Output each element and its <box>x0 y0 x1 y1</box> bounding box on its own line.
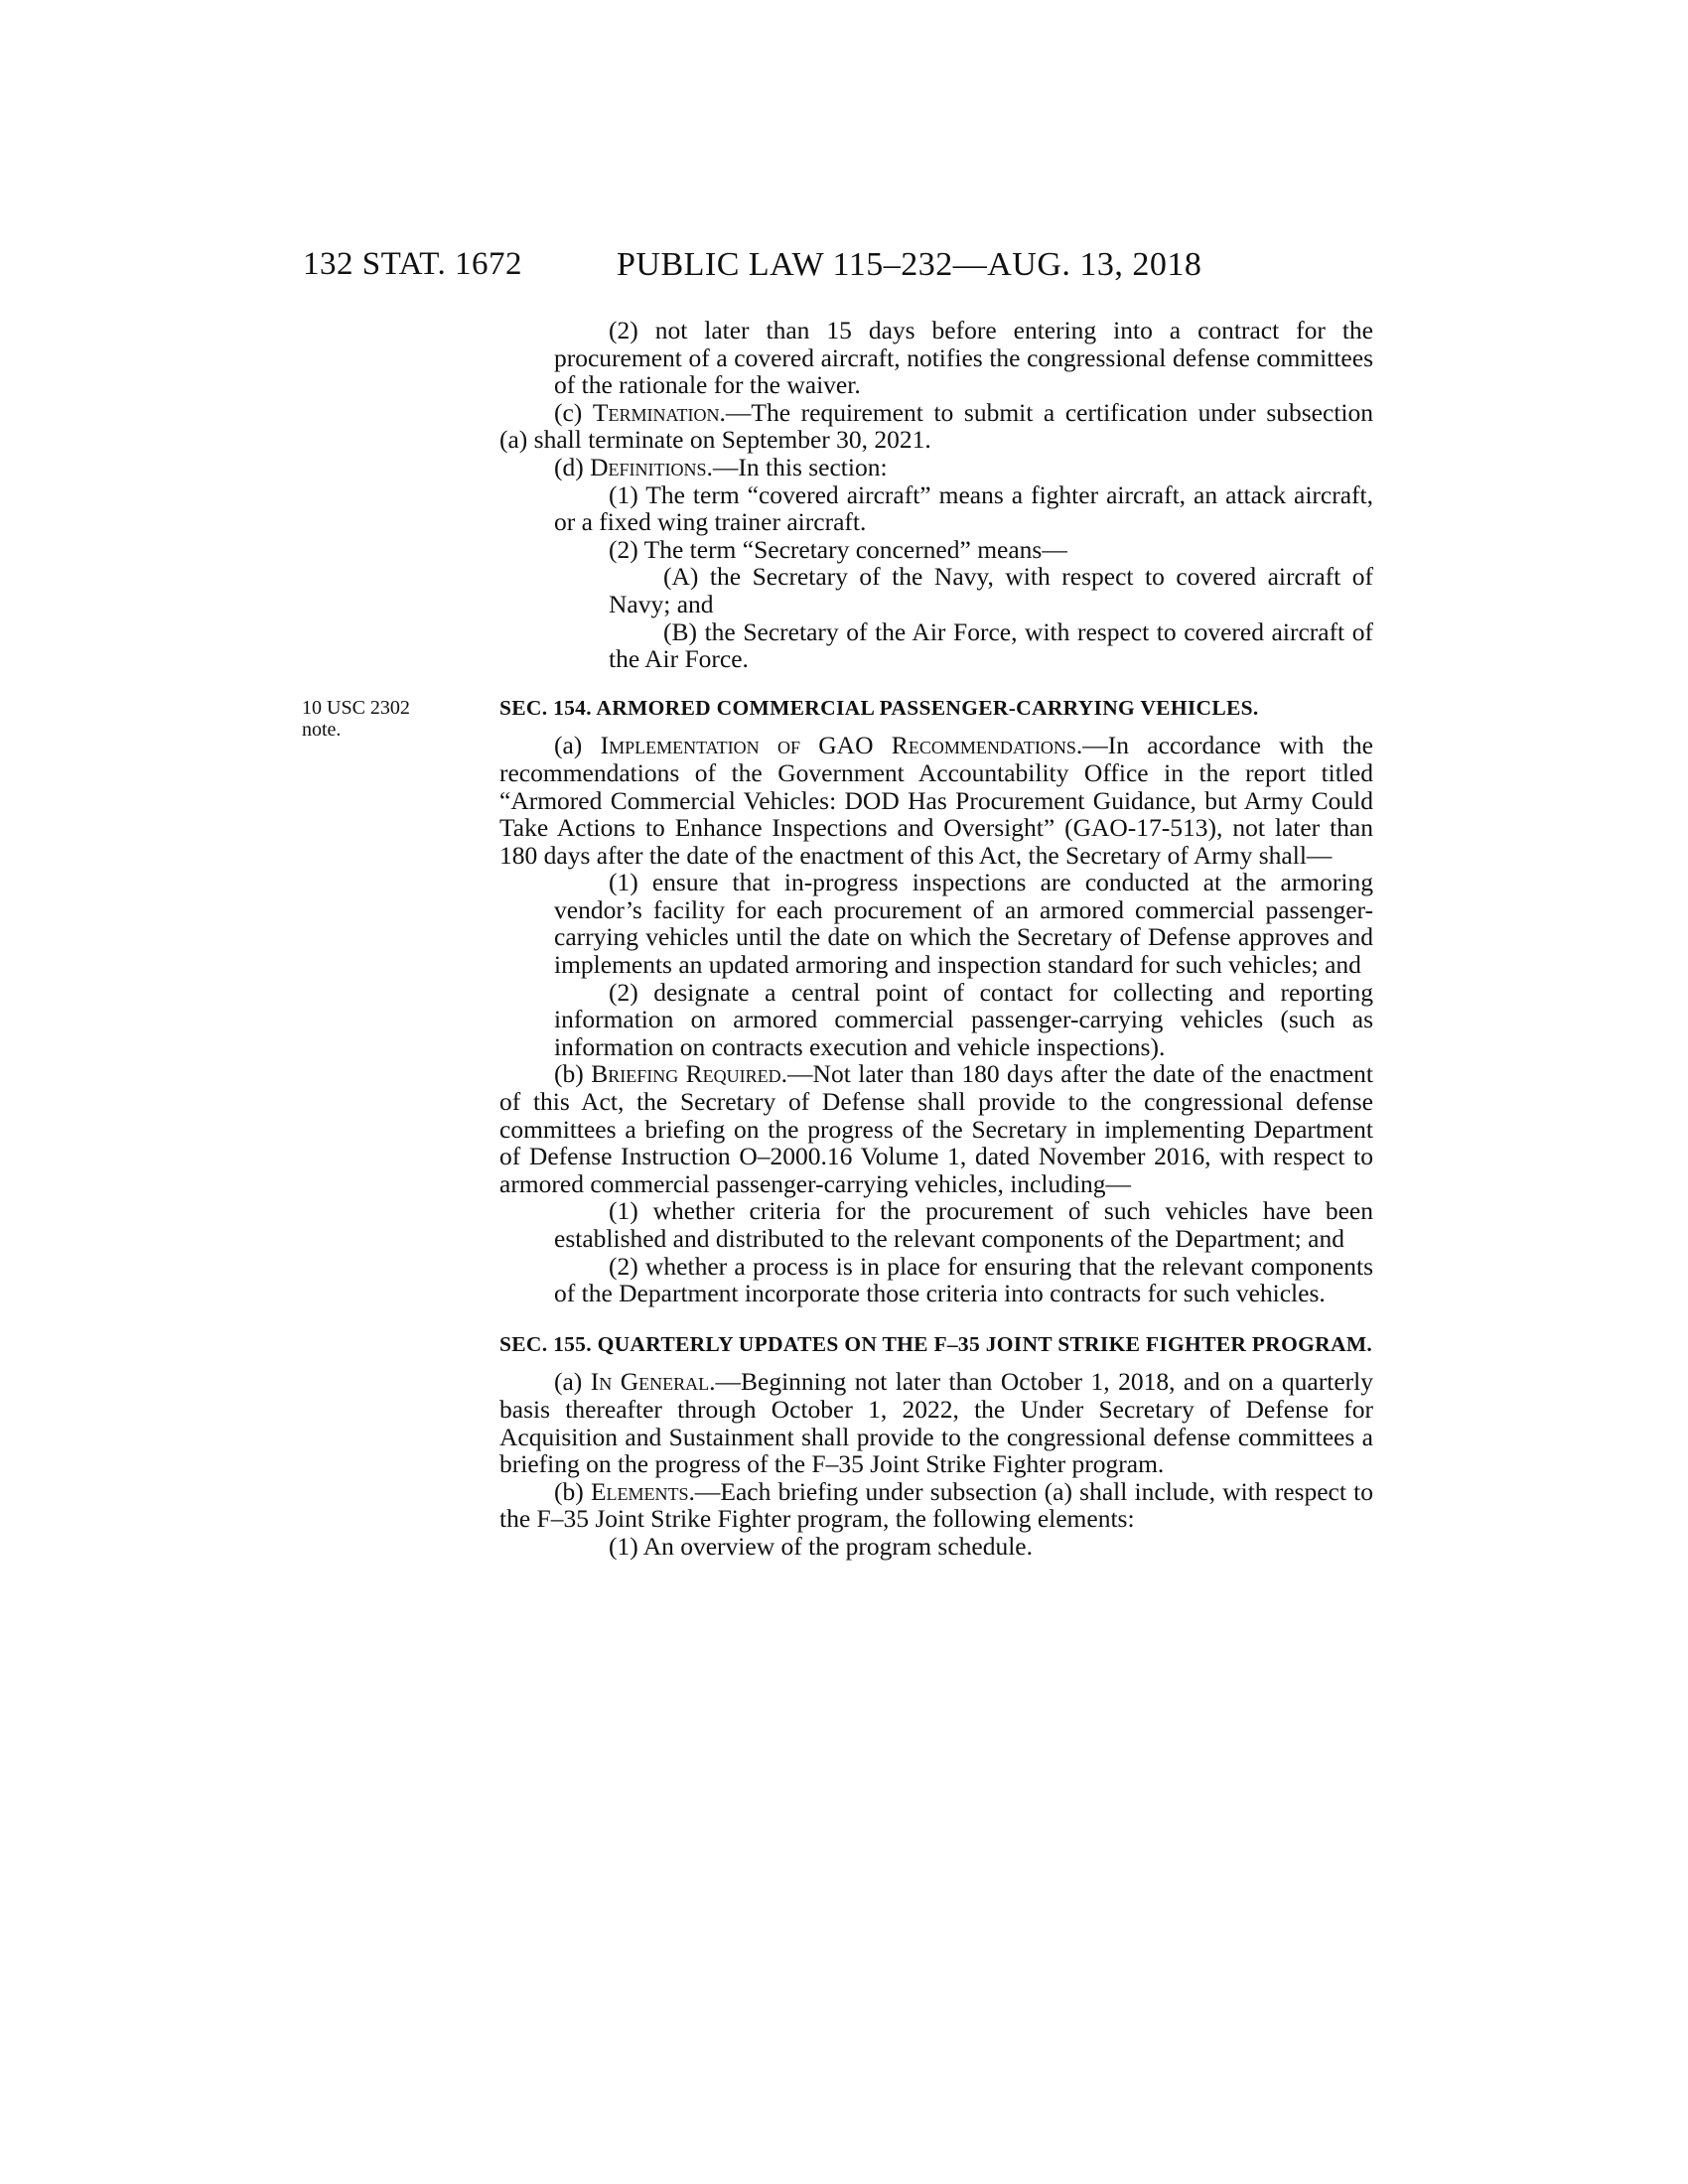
subsection-heading: Definitions <box>590 452 707 481</box>
section-154-subsection-a <box>499 732 1373 869</box>
subsection-c-termination <box>499 399 1373 454</box>
section-154-b-paragraph-1: (1) whether criteria for the procurement of such vehicles have been established and distributed to the relevant components of the Department; and <box>554 1196 1373 1253</box>
margin-note-suffix: note. <box>302 719 342 741</box>
subsection-heading: Implementation of GAO Recommendations <box>600 731 1076 760</box>
section-154-a-paragraph-1: (1) ensure that in-progress inspections are conducted at the armoring vendor’s facility for each procurement of an armored commercial passenger-carrying vehicles until the date on which the Secretary of Defense approves and implements an updated armoring and inspection standard for such vehicles; and <box>554 868 1373 980</box>
document-body <box>499 317 1373 1561</box>
definition-secretary-navy: (A) the Secretary of the Navy, with respect to covered aircraft of Navy; and <box>609 562 1373 618</box>
margin-note <box>302 697 431 741</box>
section-155-subsection-b <box>499 1478 1373 1533</box>
subsection-label: (d) <box>554 452 591 481</box>
definition-covered-aircraft: (1) The term “covered aircraft” means a fighter aircraft, an attack aircraft, or a fixed wing trainer aircraft. <box>554 479 1373 537</box>
subsection-label: (a) <box>554 1367 591 1397</box>
section-155-b-paragraph-1: (1) An overview of the program schedule. <box>609 1531 1033 1561</box>
subsection-text: .—Beginning not later than October 1, 2018, and on a quarterly basis thereafter through October 1, 2022, the Under Secretary of Defense for Acquisition and Sustainment shall provide to the congressional defense committees a briefing on the progress of the F–35 Joint Strike Fighter program. <box>499 1367 1373 1479</box>
subsection-label: (a) <box>554 731 601 760</box>
subsection-heading: Elements <box>590 1476 689 1506</box>
section-154-b-paragraph-2: (2) whether a process is in place for ensuring that the relevant components of the Department incorporate those criteria into contracts for such vehicles. <box>554 1251 1373 1308</box>
subsection-text: .—In this section: <box>706 452 888 481</box>
subsection-heading: In General <box>590 1367 710 1397</box>
section-154-a-paragraph-2: (2) designate a central point of contact for collecting and reporting information on armored commercial passenger-carrying vehicles (such as information on contracts execution and vehicle inspections). <box>554 977 1373 1061</box>
section-154-subsection-b <box>499 1060 1373 1197</box>
definition-secretary-air-force: (B) the Secretary of the Air Force, with respect to covered aircraft of the Air Force. <box>609 616 1373 674</box>
subsection-label: (b) <box>554 1059 592 1089</box>
statute-page-citation: 132 STAT. 1672 <box>303 246 523 282</box>
section-155-subsection-a <box>499 1368 1373 1477</box>
public-law-title: PUBLIC LAW 115–232—AUG. 13, 2018 <box>617 246 1202 283</box>
subsection-label: (b) <box>554 1476 591 1506</box>
margin-note-citation: 10 USC 2302 <box>302 697 410 719</box>
subsection-label: (c) <box>554 397 593 427</box>
section-155-heading: SEC. 155. QUARTERLY UPDATES ON THE F–35 JOINT STRIKE FIGHTER PROGRAM. <box>499 1331 1373 1356</box>
subsection-heading: Termination <box>592 397 720 427</box>
subsection-text: .—In accordance with the recommendations of the Government Accountability Office in the report titled “Armored Commercial Vehicles: DOD Has Procurement Guidance, but Army Could Take Actions to Enhance Inspections and Oversight” (GAO-17-513), not later than 180 days after the date of the enactment of this Act, the Secretary of Army shall— <box>499 731 1373 870</box>
subsection-text: .—The requirement to submit a certification under subsection (a) shall terminate on September 30, 2021. <box>499 397 1373 455</box>
subsection-heading: Briefing Required <box>591 1059 781 1089</box>
subsection-text: .—Each briefing under subsection (a) shall include, with respect to the F–35 Joint Strike Fighter program, the following elements: <box>499 1476 1373 1534</box>
subsection-d-definitions <box>499 454 1373 481</box>
waiver-paragraph-2: (2) not later than 15 days before entering into a contract for the procurement of a covered aircraft, notifies the congressional defense committees of the rationale for the waiver. <box>554 316 1373 400</box>
subsection-text: .—Not later than 180 days after the date of the enactment of this Act, the Secretary of Defense shall provide to the congressional defense committees a briefing on the progress of the Secretary in implementing Department of Defense Instruction O–2000.16 Volume 1, dated November 2016, with respect to armored commercial passenger-carrying vehicles, including— <box>499 1059 1373 1198</box>
running-header <box>0 246 1688 290</box>
section-154-heading: SEC. 154. ARMORED COMMERCIAL PASSENGER-CARRYING VEHICLES. <box>499 695 1259 720</box>
definition-secretary-concerned: (2) The term “Secretary concerned” means— <box>609 534 1067 564</box>
